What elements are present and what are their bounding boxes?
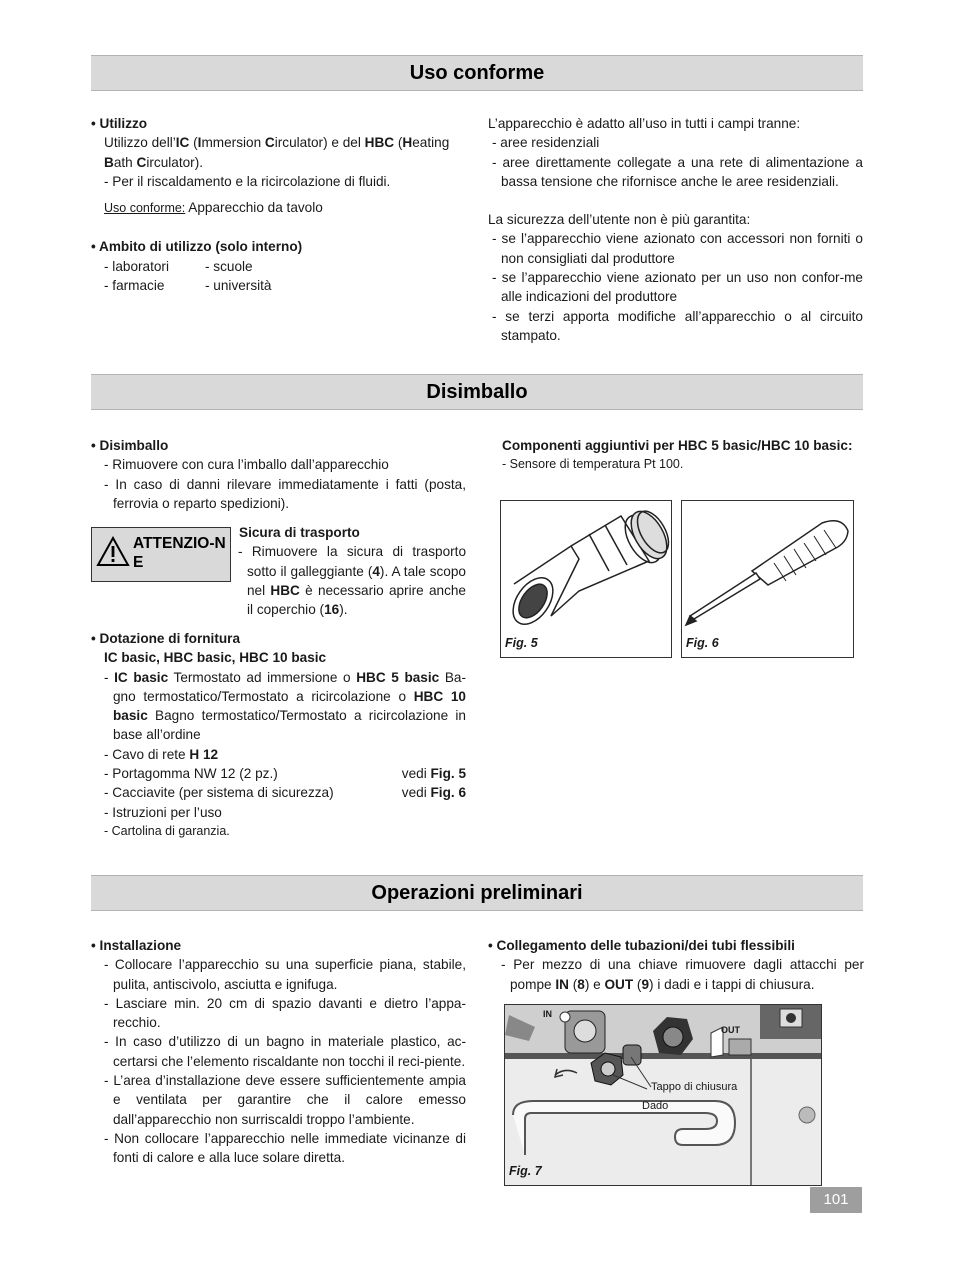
installazione-item: - Lasciare min. 20 cm di spazio davanti e dietro l’appa-recchio. — [104, 995, 466, 1031]
dotazione-item: - Portagomma NW 12 (2 pz.) vedi Fig. 5 — [104, 766, 466, 782]
dotazione-item: - Istruzioni per l’uso — [104, 804, 222, 820]
section-title-operazioni-preliminari: Operazioni preliminari — [91, 875, 863, 911]
warning-triangle-icon — [96, 536, 130, 568]
dotazione-item: - IC basic Termostato ad immersione o HBC 5 basic Ba-gno termostatico/Termostato a ricircolazione o HBC 10 basic Bagno termostatico/Termostato a ricircolazione in base all’ordine — [104, 669, 466, 743]
hose-nozzle-illustration — [501, 501, 671, 631]
dotazione-item: - Cartolina di garanzia. — [104, 823, 230, 838]
figure-7-caption: Fig. 7 — [509, 1163, 542, 1178]
disimballo-heading: • Disimballo — [91, 438, 169, 453]
figure-6-caption: Fig. 6 — [686, 635, 719, 650]
attention-box — [91, 527, 231, 582]
ambito-list: - laboratori - scuole - farmacie - università — [104, 258, 272, 294]
dotazione-subheading: IC basic, HBC basic, HBC 10 basic — [104, 650, 327, 666]
componenti-item: - Sensore di temperatura Pt 100. — [502, 457, 684, 472]
dotazione-heading: • Dotazione di fornitura — [91, 631, 241, 646]
installazione-item: - L’area d’installazione deve essere sufficientemente ampia e ventilata per garantire che il calore emesso dall’apparecchio non surriscaldi troppo l’ambiente. — [104, 1073, 466, 1127]
collegamento-item: - Per mezzo di una chiave rimuovere dagli attacchi per pompe IN (8) e OUT (9) i dadi e i tappi di chiusura. — [501, 957, 864, 992]
label-dado: Dado — [642, 1100, 669, 1112]
collegamento-block — [488, 936, 864, 994]
label-in: IN — [543, 1009, 552, 1019]
disimballo-left-column — [91, 436, 466, 513]
collegamento-heading: • Collegamento delle tubazioni/dei tubi flessibili — [488, 938, 795, 953]
screwdriver-illustration — [682, 501, 853, 631]
exclusion-item: - aree direttamente collegate a una rete di alimentazione a bassa tensione che rifornisce anche le aree residenziali. — [492, 154, 863, 189]
uso-conforme-line: Uso conforme: Apparecchio da tavolo — [104, 200, 323, 216]
installazione-item: - Non collocare l’apparecchio nelle immediate vicinanze di fonti di calore e alla luce solare diretta. — [104, 1130, 466, 1166]
section-title-disimballo: Disimballo — [91, 374, 863, 410]
attention-label: ATTENZIO-NE — [133, 535, 226, 571]
dotazione-item: - Cacciavite (per sistema di sicurezza) vedi Fig. 6 — [104, 785, 466, 801]
utilizzo-heading: • Utilizzo — [91, 116, 148, 131]
label-out: OUT — [721, 1025, 740, 1035]
utilizzo-purpose: - Per il riscaldamento e la ricircolazione di fluidi. — [104, 173, 391, 189]
sicura-title: Sicura di trasporto — [239, 525, 360, 540]
disimballo-item: - In caso di danni rilevare immediatamente i fatti (posta, ferrovia o reparto spedizioni). — [104, 476, 466, 511]
sicurezza-item: - se l’apparecchio viene azionato per un uso non confor-me alle indicazioni del produttore — [492, 270, 863, 305]
exclusion-item: - aree residenziali — [492, 135, 600, 151]
section-title-uso-conforme: Uso conforme — [91, 55, 863, 91]
installazione-item: - Collocare l’apparecchio su una superficie piana, stabile, pulita, antiscivolo, asciutta e ignifuga. — [104, 957, 466, 992]
page-number: 101 — [810, 1187, 862, 1213]
uso-left-column — [91, 114, 467, 295]
utilizzo-text: Utilizzo dell’IC (Immersion Circulator) e del HBC (Heating Bath Circulator). — [104, 135, 450, 170]
ambito-heading: • Ambito di utilizzo (solo interno) — [91, 239, 303, 255]
dotazione-block — [91, 629, 466, 841]
sicurezza-item: - se terzi apporta modifiche all’apparecchio o al circuito stampato. — [492, 308, 863, 343]
installazione-item: - In caso d’utilizzo di un bagno in materiale plastico, ac-certarsi che l’elemento riscaldante non tocchi il reci-piente. — [104, 1034, 466, 1069]
figure-5-caption: Fig. 5 — [505, 635, 538, 650]
label-tappo-di-chiusura: Tappo di chiusura — [651, 1081, 738, 1093]
installazione-block — [91, 936, 466, 1168]
figure-6 — [681, 500, 854, 658]
pump-connections-photo — [505, 1005, 821, 1185]
sicurezza-intro: La sicurezza dell’utente non è più garantita: — [488, 212, 751, 228]
figure-5 — [500, 500, 672, 658]
sicurezza-item: - se l’apparecchio viene azionato con accessori non forniti o non consigliati dal produttore — [492, 231, 863, 266]
disimballo-item: - Rimuovere con cura l’imballo dall’apparecchio — [104, 457, 389, 473]
componenti-block — [502, 436, 863, 475]
adatto-intro: L’apparecchio è adatto all’uso in tutti i campi tranne: — [488, 116, 801, 131]
figure-7 — [504, 1004, 822, 1186]
uso-right-column — [488, 114, 863, 345]
dotazione-item: - Cavo di rete H 12 — [104, 746, 219, 762]
installazione-heading: • Installazione — [91, 938, 182, 953]
componenti-heading: Componenti aggiuntivi per HBC 5 basic/HBC 10 basic: — [502, 438, 853, 453]
sicura-trasporto-block — [239, 523, 466, 619]
sicura-text: - Rimuovere la sicura di trasporto sotto il galleggiante (4). A tale scopo nel HBC è necessario aprire anche il coperchio (16). — [238, 544, 466, 618]
